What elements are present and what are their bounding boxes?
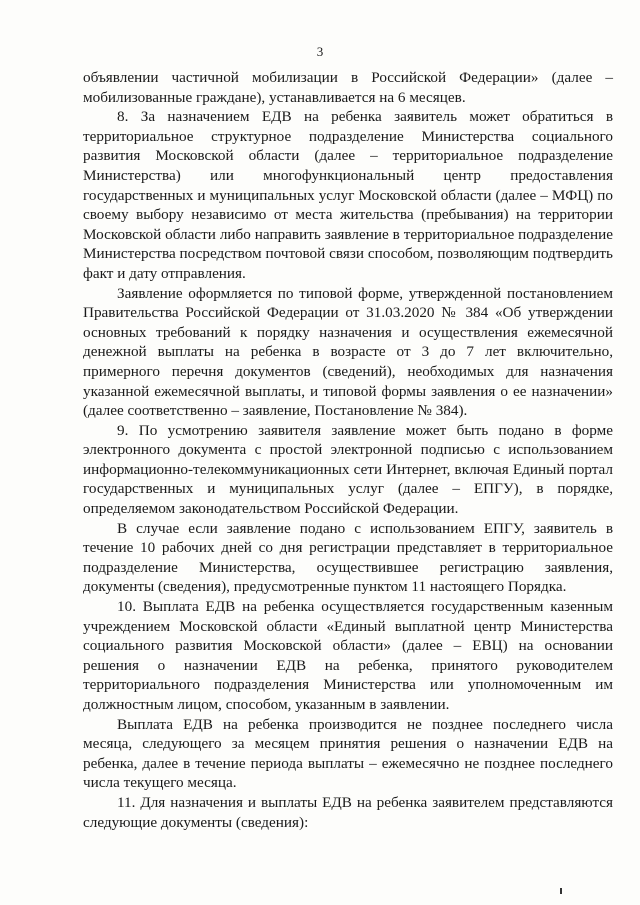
paragraph-item-10-payment: Выплата ЕДВ на ребенка производится не позднее последнего числа месяца, следующего за месяцем принятия решения о назначении ЕДВ на ребенка, далее в течение периода выплаты – ежемесячно не позднее последнего числа текущего месяца. xyxy=(83,715,613,792)
paragraph-item-8: 8. За назначением ЕДВ на ребенка заявитель может обратиться в территориальное структурное подразделение Министерства социального развития Московской области (далее – территориальное подразделение Министерства) или многофункциональный центр предоставления государственных и муниципальных услуг Московской области (далее – МФЦ) по своему выбору независимо от места жительства (пребывания) на территории Московской области либо направить заявление в территориальное подразделение Министерства посредством почтовой связи способом, позволяющим подтвердить факт и дату отправления. xyxy=(83,108,613,282)
paragraph-item-9-epgu: В случае если заявление подано с использованием ЕПГУ, заявитель в течение 10 рабочих дней со дня регистрации представляет в территориальное подразделение Министерства, осуществившее регистрацию заявления, документы (сведения), предусмотренные пунктом 11 настоящего Порядка. xyxy=(83,519,613,596)
paragraph-continuation: объявлении частичной мобилизации в Российской Федерации» (далее – мобилизованные граждане), устанавливается на 6 месяцев. xyxy=(83,69,613,106)
page-number: 3 xyxy=(316,44,324,59)
paragraph-item-10: 10. Выплата ЕДВ на ребенка осуществляется государственным казенным учреждением Московской области «Единый выплатной центр Министерства социального развития Московской области» (далее – ЕВЦ) на основании решения о назначении ЕДВ на ребенка, принятого руководителем территориального подразделения Министерства или уполномоченным им должностным лицом, способом, указанным в заявлении. xyxy=(83,598,613,713)
document-body xyxy=(83,68,613,832)
paragraph-item-11: 11. Для назначения и выплаты ЕДВ на ребенка заявителем представляются следующие документы (сведения): xyxy=(83,793,613,831)
paragraph-item-8-form: Заявление оформляется по типовой форме, утвержденной постановлением Правительства Российской Федерации от 31.03.2020 № 384 «Об утверждении основных требований к порядку назначения и осуществления ежемесячной денежной выплаты на ребенка в возрасте от 3 до 7 лет включительно, примерного перечня документов (сведений), необходимых для назначения указанной ежемесячной выплаты, и типовой формы заявления о ее назначении» (далее соответственно – заявление, Постановление № 384). xyxy=(83,284,613,420)
paragraph-item-9: 9. По усмотрению заявителя заявление может быть подано в форме электронного документа с простой электронной подписью с использованием информационно-телекоммуникационных сети Интернет, включая Единый портал государственных и муниципальных услуг (далее – ЕПГУ), в порядке, определяемом законодательством Российской Федерации. xyxy=(83,421,613,518)
scan-mark xyxy=(560,888,562,894)
